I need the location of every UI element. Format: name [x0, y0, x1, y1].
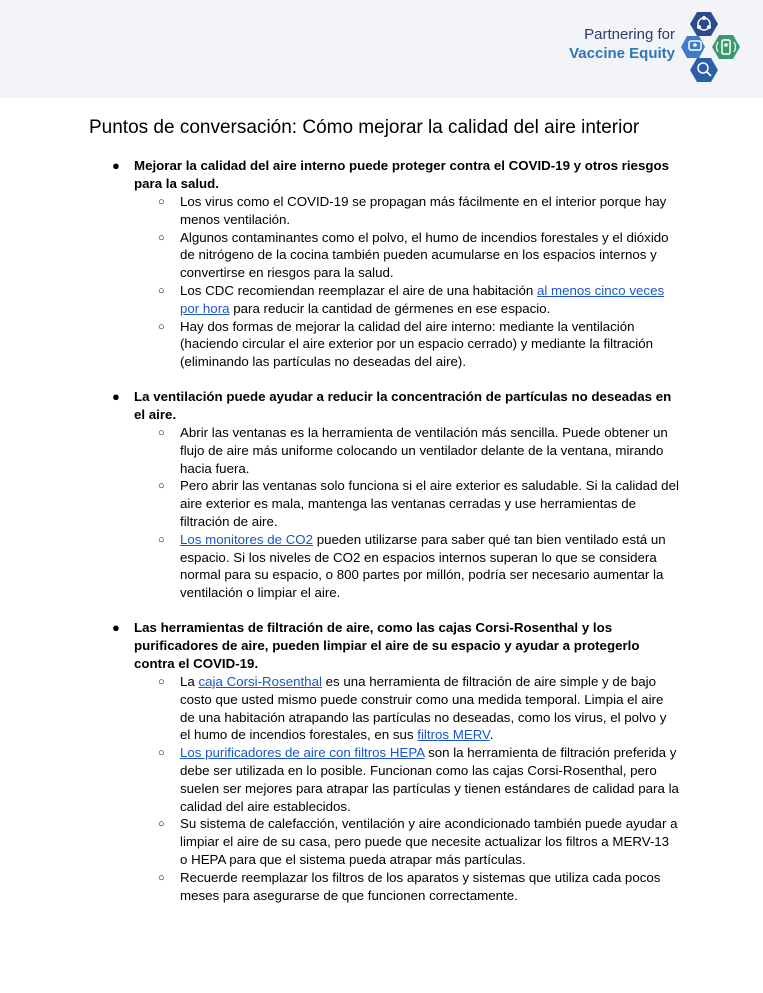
item-text: para reducir la cantidad de gérmenes en ese espacio. [229, 300, 551, 316]
bullet-ring: ○ [158, 480, 165, 493]
logo-line2: Vaccine Equity [569, 45, 675, 62]
section-lead: La ventilación puede ayudar a reducir la concentración de partículas no deseadas en el aire. [134, 388, 672, 422]
section-lead: Mejorar la calidad del aire interno puede proteger contra el COVID-19 y otros riesgos para la salud. [134, 158, 669, 191]
bullet-ring: ○ [158, 284, 165, 297]
bullet-ring: ○ [158, 196, 165, 208]
item-text: son la herramienta de filtración preferida y debe ser utilizada en lo posible. Funcionan como las cajas Corsi-Rosenthal, pero suelen ser mejores para atrapar las partículas y tienen estándares de calidad para la calidad del aire establecidos. [180, 745, 679, 814]
section-filtration [0, 619, 763, 904]
bullet-ring: ○ [158, 675, 165, 688]
list-item [158, 477, 680, 530]
bullet-ring: ○ [158, 426, 165, 439]
chat-person-icon [681, 36, 705, 58]
phone-signal-icon [712, 35, 740, 59]
header-band [0, 0, 763, 98]
section-ventilation [0, 388, 763, 602]
bullet-ring: ○ [158, 320, 165, 333]
magnifier-person-icon [690, 58, 718, 82]
sub-list [0, 193, 763, 371]
logo-hexagons [677, 10, 753, 86]
list-item [158, 424, 680, 477]
network-people-icon [690, 12, 718, 36]
bullet-ring: ○ [158, 747, 165, 760]
list-item [158, 673, 680, 744]
bullet-ring: ○ [158, 818, 165, 831]
bullet-ring: ○ [158, 231, 165, 244]
bullet-dot: ● [112, 388, 120, 404]
item-text: Algunos contaminantes como el polvo, el humo de incendios forestales y el dióxido de nitrógeno de la cocina también pueden acumularse en los espacios internos y convertirse en riesgos para la salud. [180, 229, 669, 281]
list-item [158, 869, 680, 905]
item-text: Hay dos formas de mejorar la calidad del aire interno: mediante la ventilación (haciendo circular el aire exterior por un espacio cerrado) y mediante la filtración (eliminando las partículas no deseadas del aire). [180, 318, 654, 370]
partnering-for-vaccine-equity-logo [563, 10, 753, 86]
logo-text [563, 26, 675, 63]
sub-list [0, 673, 763, 904]
list-item [158, 815, 680, 868]
item-text: Abrir las ventanas es la herramienta de ventilación más sencilla. Puede obtener un flujo de aire más uniforme colocando un ventilador delante de la ventana, mirando hacia fuera. [180, 424, 668, 476]
list-item [158, 318, 680, 371]
item-text: Recuerde reemplazar los filtros de los aparatos y sistemas que utiliza cada pocos meses para asegurarse de que funcionen correctamente. [180, 869, 661, 903]
hepa-air-purifiers-link[interactable]: Los purificadores de aire con filtros HEPA [180, 745, 425, 761]
item-text: La [180, 673, 199, 689]
bullet-ring: ○ [158, 533, 165, 546]
list-item [158, 193, 680, 229]
list-item [158, 282, 680, 318]
item-text: Pero abrir las ventanas solo funciona si el aire exterior es saludable. Si la calidad del aire exterior es mala, mantenga las ventanas cerradas y use herramientas de filtración de aire. [180, 478, 679, 529]
talking-points [0, 157, 763, 921]
item-text: Su sistema de calefacción, ventilación y aire acondicionado también puede ayudar a limpiar el aire de su casa, pero puede que necesite actualizar los filtros a MERV-13 o HEPA para que el sistema pueda atrapar más partículas. [180, 816, 678, 867]
air-changes-per-hour-link[interactable]: al menos cinco veces por hora [180, 282, 665, 316]
item-text: . [489, 727, 494, 743]
bullet-ring: ○ [158, 871, 165, 884]
section-indoor-air-quality [0, 157, 763, 371]
section-lead: Las herramientas de filtración de aire, como las cajas Corsi-Rosenthal y los purificadores de aire, pueden limpiar el aire de su espacio y ayudar a protegerlo contra el COVID-19. [134, 619, 640, 671]
logo-line1: Partnering for [584, 26, 675, 43]
bullet-dot: ● [112, 619, 120, 635]
list-item [158, 531, 680, 602]
bullet-dot: ● [112, 158, 120, 173]
merv-filters-link[interactable]: filtros MERV [417, 727, 490, 743]
list-item [158, 229, 680, 282]
item-text: Los virus como el COVID-19 se propagan más fácilmente en el interior porque hay menos ventilación. [180, 194, 667, 227]
sub-list [0, 424, 763, 602]
item-text: Los CDC recomiendan reemplazar el aire de una habitación [180, 282, 537, 298]
item-text: pueden utilizarse para saber qué tan bien ventilado está un espacio. Si los niveles de CO2 en espacios internos superan lo que se considera normal para su espacio, o 800 partes por millón, podría ser necesario aumentar la ventilación o limpiar el aire. [180, 531, 666, 601]
item-text: es una herramienta de filtración de aire simple y de bajo costo que usted mismo puede construir como una medida temporal. Limpia el aire de una habitación atrapando las partículas no deseadas, como los virus, el polvo y el humo de incendios forestales, en sus [180, 673, 667, 743]
co2-monitors-link[interactable]: Los monitores de CO2 [180, 531, 314, 547]
corsi-rosenthal-box-link[interactable]: caja Corsi-Rosenthal [198, 673, 322, 689]
list-item [158, 744, 680, 815]
page-title: Puntos de conversación: Cómo mejorar la calidad del aire interior [89, 117, 640, 138]
